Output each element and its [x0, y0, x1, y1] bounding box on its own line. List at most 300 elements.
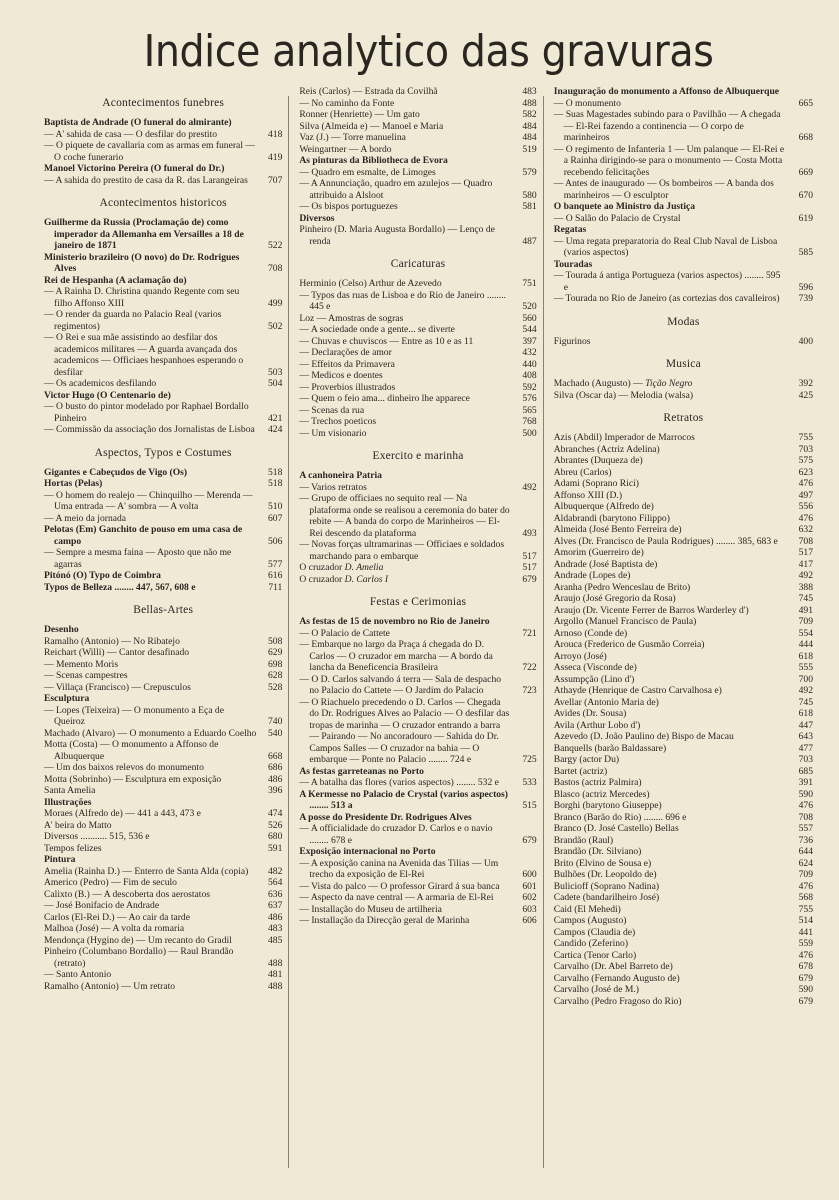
entry-text: Caid (El Mehedi)	[553, 903, 621, 915]
entry-text: Arouca (Frederico de Gusmão Correia)	[553, 639, 705, 650]
entry-text: Azevedo (D. João Paulino de) Bispo de Macau	[553, 731, 734, 742]
page-number: 488	[522, 97, 537, 109]
entry-text: Ramalho (Antonio) — No Ribatejo	[44, 635, 180, 647]
page-number: 665	[798, 97, 814, 109]
entry-text: A canhoneira Patria	[299, 470, 382, 481]
index-entry	[299, 858, 536, 881]
page-number: 709	[798, 616, 814, 627]
index-entry	[44, 378, 282, 390]
index-entry	[299, 313, 536, 325]
index-entry	[554, 869, 813, 881]
index-entry	[44, 140, 282, 163]
index-entry	[554, 674, 813, 686]
page-number: 591	[267, 842, 283, 854]
entry-text: Cartica (Tenor Carlo)	[553, 949, 637, 961]
index-entry	[554, 892, 813, 904]
index-entry	[299, 201, 536, 213]
index-entry	[299, 144, 536, 156]
page-number: 483	[522, 86, 537, 97]
index-entry	[554, 720, 813, 732]
page-number: 601	[522, 880, 537, 892]
entry-text: — José Bonifacio de Andrade	[44, 900, 160, 911]
entry-text: Bulhões (Dr. Leopoldo de)	[553, 869, 657, 880]
index-entry	[554, 213, 813, 225]
index-entry	[554, 336, 813, 348]
page-number: 745	[798, 696, 814, 708]
page-number: 522	[267, 240, 283, 251]
index-entry	[299, 892, 536, 904]
page-number: 582	[522, 109, 537, 120]
entry-text: Calixto (B.) — A descoberta dos aerostatos	[44, 888, 210, 900]
index-entry	[299, 86, 536, 98]
page-number: 579	[522, 166, 537, 178]
index-entry	[299, 370, 536, 382]
index-entry	[554, 708, 813, 720]
entry-text: Motta (Sobrinho) — Esculptura em exposição	[44, 773, 222, 785]
page-number: 486	[267, 911, 283, 923]
entry-text: Asseca (Visconde de)	[553, 662, 637, 673]
entry-text: — O monumento	[553, 97, 621, 109]
page-number: 492	[522, 481, 537, 493]
page-number: 417	[798, 558, 814, 570]
index-entry	[554, 731, 813, 743]
entry-text: — O homem do realejo — Chinquilho — Merenda — Uma entrada — A' sombra — A volta	[44, 489, 253, 512]
page-number: 556	[798, 501, 814, 512]
entry-text: Araujo (José Gregorio da Rosa)	[553, 593, 676, 604]
page-number: 577	[267, 558, 283, 570]
entry-text: Weingartner — A bordo	[299, 143, 392, 155]
entry-text: Illustrações	[44, 796, 92, 808]
index-entry	[299, 674, 536, 697]
page-number: 418	[267, 128, 283, 140]
index-entry	[44, 912, 282, 924]
page-number: 680	[267, 831, 283, 842]
entry-text: — Novas forças ultramarinas — Officiaes e soldados marchando para o embarque	[299, 539, 505, 562]
index-entry	[44, 332, 282, 378]
index-entry	[554, 961, 813, 973]
entry-text: Abreu (Carlos)	[553, 466, 612, 478]
page-number: 606	[522, 915, 537, 926]
index-entry	[554, 582, 813, 594]
page-number: 500	[522, 427, 537, 439]
section-heading: Caricaturas	[390, 258, 446, 270]
index-entry	[554, 616, 813, 628]
page-number: 488	[267, 957, 283, 969]
page-number: 504	[267, 378, 283, 389]
index-entry	[554, 570, 813, 582]
entry-text: Guilherme da Russia (Proclamação de) como imperador da Allemanha em Versailles a 18 de janeiro de 1871	[44, 217, 244, 251]
page-number: 476	[798, 800, 814, 811]
page-number: 607	[267, 512, 283, 524]
index-heading-entry	[299, 213, 536, 225]
page-number: 518	[267, 478, 283, 489]
entry-text: Vaz (J.) — Torre manuelina	[299, 132, 406, 143]
page-number: 444	[798, 639, 814, 650]
entry-text: Aranha (Pedro Wenceslau de Brito)	[553, 581, 691, 593]
entry-text: Regatas	[553, 224, 587, 235]
index-heading-entry	[44, 252, 282, 275]
index-entry	[299, 359, 536, 371]
page-number: 510	[267, 501, 283, 512]
page-number: 708	[267, 263, 283, 274]
entry-text: Alves (Dr. Francisco de Paula Rodrigues) ........ 385, 683 e	[553, 535, 778, 547]
entry-text: Amorim (Guerreiro de)	[553, 547, 644, 558]
index-entry	[554, 881, 813, 893]
entry-text: Ramalho (Antonio) — Um retrato	[44, 980, 176, 992]
index-entry	[299, 382, 536, 394]
index-entry	[554, 950, 813, 962]
entry-text: Malhoa (José) — A volta da romaria	[44, 923, 185, 934]
page-number: 487	[522, 235, 537, 247]
index-entry	[44, 647, 282, 659]
page-number: 499	[267, 297, 283, 309]
index-entry	[554, 927, 813, 939]
page-number: 555	[798, 662, 814, 673]
entry-text: — Scenas da rua	[299, 404, 365, 416]
entry-text: — O Rei e sua mãe assistindo ao desfilar dos academicos militares — A guarda avançada dos academicos — Officiaes hespanhoes esperando o desfilar	[44, 332, 244, 378]
index-entry	[44, 129, 282, 141]
page-number: 722	[522, 662, 537, 673]
entry-text: — A Rainha D. Christina quando Regente com seu filho Affonso XIII	[44, 286, 240, 309]
page-number: 544	[522, 324, 537, 335]
entry-text: — A sahida do prestito de casa da R. das Larangeiras	[44, 174, 248, 186]
page-number: 679	[798, 972, 814, 984]
index-entry	[299, 574, 536, 586]
entry-text: Pitónó (O) Typo de Coimbra	[44, 570, 161, 581]
page-number: 486	[267, 773, 283, 785]
entry-text: A Kermesse no Palacio de Crystal (varios aspectos) ........ 513 a	[299, 788, 508, 811]
page-number: 565	[522, 404, 537, 416]
entry-text: Mendonça (Hygino de) — Um recanto do Gradil	[44, 934, 232, 946]
entry-text: — Medicos e doentes	[299, 370, 383, 381]
entry-text: Esculptura	[44, 693, 90, 704]
entry-text: Typos de Belleza ........ 447, 567, 608 e	[44, 581, 196, 593]
page-number: 421	[267, 412, 283, 424]
page-number: 721	[522, 627, 537, 639]
page-number: 629	[267, 647, 283, 658]
page-number: 668	[267, 750, 283, 762]
index-entry	[554, 766, 813, 778]
page-number: 568	[798, 892, 814, 903]
entry-text: Brito (Elvino de Sousa e)	[553, 857, 652, 869]
entry-text: Inauguração do monumento a Affonso de Albuquerque	[553, 86, 780, 97]
entry-text: — O regimento de Infanteria 1 — Um palanque — El-Rei e a Rainha dirigindo-se para o monumento — Costa Motta recebendo felicitações	[553, 143, 785, 178]
section-heading: Modas	[667, 315, 700, 328]
page-number: 618	[798, 650, 814, 662]
page-number: 447	[798, 719, 814, 731]
entry-text: Candido (Zeferino)	[553, 938, 629, 949]
entry-text: Figurinos	[553, 335, 591, 347]
index-entry	[299, 428, 536, 440]
section-heading: Musica	[665, 358, 701, 370]
index-heading-entry	[299, 470, 536, 482]
page-number: 745	[798, 593, 814, 604]
index-heading-entry	[44, 467, 282, 479]
page-number: 484	[522, 132, 537, 143]
entry-text: Assumpção (Lino d')	[553, 673, 635, 685]
page-number: 592	[522, 381, 537, 393]
page-number: 514	[798, 915, 814, 926]
entry-text: — Installação do Museu de artilheria	[299, 903, 442, 915]
page-number: 700	[798, 673, 814, 685]
entry-text: — Lopes (Teixeira) — O monumento a Eça de Queiroz	[44, 704, 224, 727]
entry-text: — Santo Antonio	[44, 969, 112, 980]
page-number: 643	[798, 731, 814, 742]
entry-text: Borghi (barytono Giuseppe)	[553, 800, 662, 811]
page-number: 600	[522, 869, 537, 880]
entry-text: — Chuvas e chuviscos — Entre as 10 e as 11	[299, 335, 474, 347]
page-number: 580	[522, 189, 537, 201]
entry-text: Bulicioff (Soprano Nadina)	[553, 880, 660, 892]
index-entry	[554, 513, 813, 525]
entry-text: Aldabrandi (barytono Filippo)	[553, 512, 670, 524]
index-heading-entry	[554, 201, 813, 213]
page-number: 425	[798, 389, 814, 401]
entry-text: Silva (Almeida e) — Manoel e Maria	[299, 120, 444, 132]
index-entry	[299, 639, 536, 674]
entry-text: — A' sahida de casa — O desfilar do prestito	[44, 128, 218, 140]
index-entry	[44, 923, 282, 935]
index-entry	[554, 651, 813, 663]
index-entry	[44, 785, 282, 797]
index-column-3	[544, 86, 813, 1168]
page-number: 576	[522, 393, 537, 404]
entry-text: Pinheiro (Columbano Bordallo) — Raul Brandão (retrato)	[44, 946, 234, 969]
page-number: 518	[267, 466, 283, 478]
page-number: 392	[798, 378, 814, 389]
entry-text: Silva (Oscar da) — Melodia (walsa)	[553, 389, 694, 401]
index-entry	[299, 777, 536, 789]
entry-text: — Aspecto da nave central — A armaria de El-Rei	[299, 892, 494, 903]
index-entry	[44, 969, 282, 981]
index-heading-entry	[44, 582, 282, 594]
section-heading: Festas e Cerimonias	[369, 596, 467, 608]
page-number: 603	[522, 903, 537, 915]
index-entry	[299, 881, 536, 893]
index-entry	[554, 559, 813, 571]
entry-text: — Quadro em esmalte, de Limoges	[299, 166, 436, 178]
entry-text: — A officialidade do cruzador D. Carlos e o navio ........ 678 e	[299, 823, 493, 846]
entry-text: — Os bispos portuguezes	[299, 201, 398, 212]
page-number: 632	[798, 524, 814, 535]
page-number: 477	[798, 742, 814, 754]
page-number: 491	[798, 604, 814, 616]
page-number: 482	[267, 865, 283, 877]
page-number: 679	[522, 573, 537, 585]
entry-text: — Tourada á antiga Portugueza (varios aspectos) ........ 595 e	[553, 270, 781, 293]
entry-text: Carvalho (Fernando Augusto de)	[553, 972, 680, 984]
page-number: 400	[798, 335, 814, 347]
entry-text: Reichart (Willi) — Cantor desafinado	[44, 647, 190, 658]
entry-text: Carlos (El-Rei D.) — Ao cair da tarde	[44, 911, 190, 923]
index-entry	[44, 728, 282, 740]
entry-text: — O piquete de cavallaria com as armas em funeral — O coche funerario	[44, 140, 255, 163]
index-entry	[554, 467, 813, 479]
index-entry	[44, 309, 282, 332]
page-number: 474	[267, 808, 283, 819]
entry-text: Touradas	[553, 258, 593, 270]
entry-text: Rei de Hespanha (A aclamação do)	[44, 274, 187, 286]
index-entry	[44, 401, 282, 424]
entry-text: — O busto do pintor modelado por Raphael Bordallo Pinheiro	[44, 401, 249, 424]
entry-text: Andrade (Lopes de)	[553, 570, 631, 581]
index-entry	[554, 777, 813, 789]
page-number: 679	[522, 834, 537, 846]
index-entry	[554, 789, 813, 801]
entry-text: Arnoso (Conde de)	[553, 627, 628, 639]
index-entry	[554, 524, 813, 536]
index-entry	[554, 984, 813, 996]
entry-text: Baptista de Andrade (O funeral do almirante)	[44, 117, 232, 128]
entry-text: Desenho	[44, 624, 79, 635]
index-entry	[554, 378, 813, 390]
index-entry	[554, 478, 813, 490]
entry-text: — A batalha das flores (varios aspectos) ........ 532 e	[299, 777, 499, 788]
page-number: 391	[798, 777, 814, 788]
page-number: 526	[267, 819, 283, 831]
index-heading-entry	[299, 846, 536, 858]
entry-text: — O render da guarda no Palacio Real (varios regimentos)	[44, 309, 222, 332]
entry-text: Athayde (Henrique de Castro Carvalhosa e)	[553, 685, 722, 696]
page-number: 517	[522, 550, 537, 562]
entry-text: Moraes (Alfredo de) — 441 a 443, 473 e	[44, 808, 201, 819]
entry-text: Branco (Barão do Rio) ........ 696 e	[553, 811, 687, 823]
section-heading: Bellas-Artes	[133, 604, 194, 616]
page-number: 669	[798, 166, 814, 178]
index-entry	[44, 981, 282, 993]
entry-text: Araujo (Dr. Vicente Ferrer de Barros Warderley d')	[553, 604, 749, 616]
index-entry	[554, 628, 813, 640]
index-heading-entry	[44, 163, 282, 175]
index-entry	[299, 167, 536, 179]
section-heading: Aspectos, Typos e Costumes	[94, 446, 232, 459]
index-entry	[299, 278, 536, 290]
entry-text: — Declarações de amor	[299, 347, 392, 358]
page-number: 432	[522, 347, 537, 358]
index-heading-entry	[299, 812, 536, 824]
index-entry	[44, 877, 282, 889]
index-entry	[554, 536, 813, 548]
index-entry	[299, 347, 536, 359]
index-entry	[44, 424, 282, 436]
page-number: 670	[798, 189, 814, 201]
entry-text: Carvalho (José de M.)	[553, 984, 639, 995]
entry-text: Manoel Victorino Pereira (O funeral do Dr.)	[44, 163, 225, 174]
entry-text: Brandão (Raul)	[553, 834, 614, 846]
page-number: 623	[798, 466, 814, 478]
page-number: 419	[267, 151, 283, 163]
index-heading-entry	[299, 766, 536, 778]
entry-text: Avila (Arthur Lobo d')	[553, 719, 641, 731]
index-entry	[44, 808, 282, 820]
entry-text: Blasco (actriz Mercedes)	[553, 788, 650, 800]
page-number: 528	[267, 681, 283, 693]
page-number: 581	[522, 201, 537, 212]
page-number: 723	[522, 685, 537, 696]
page-number: 481	[267, 969, 283, 980]
entry-text: — O Palacio de Cattete	[299, 627, 390, 639]
index-entry	[554, 835, 813, 847]
index-entry	[44, 935, 282, 947]
entry-text: A' beira do Matto	[44, 819, 112, 831]
entry-text: As festas garreteanas no Porto	[299, 765, 424, 777]
page-number: 698	[267, 658, 283, 670]
index-entry	[44, 900, 282, 912]
index-entry	[554, 293, 813, 305]
index-entry	[299, 98, 536, 110]
entry-text: Bartet (actriz)	[553, 765, 608, 777]
index-entry	[554, 593, 813, 605]
page-number: 703	[798, 443, 814, 455]
index-entry	[554, 697, 813, 709]
index-entry	[299, 178, 536, 201]
page-number: 619	[798, 212, 814, 224]
index-entry	[44, 831, 282, 843]
page-number: 517	[522, 562, 537, 573]
entry-text: Pelotas (Em) Ganchito de pouso em uma casa de campo	[44, 524, 243, 547]
entry-text: Abranches (Actriz Adelina)	[553, 443, 660, 455]
entry-text: Amelia (Rainha D.) — Enterro de Santa Alda (copia)	[44, 865, 249, 877]
entry-text: — Commissão da associação dos Jornalistas de Lisboa	[44, 424, 255, 435]
entry-text: — Effeitos da Primavera	[299, 358, 395, 370]
entry-text: — A exposição canina na Avenida das Tilias — Um trecho da exposição de El-Rei	[299, 857, 499, 880]
entry-text: Bargy (actor Du)	[553, 754, 620, 765]
entry-text: Herminio (Celso) Arthur de Azevedo	[299, 278, 442, 289]
entry-text: Abrantes (Duqueza de)	[553, 455, 643, 466]
index-columns	[44, 86, 813, 1168]
page-number: 533	[522, 777, 537, 788]
index-entry	[299, 405, 536, 417]
index-entry	[299, 132, 536, 144]
entry-text: Machado (Augusto) — Tição Negro	[553, 378, 693, 389]
index-entry	[44, 682, 282, 694]
entry-text: — Quem o feio ama... dinheiro lhe apparece	[299, 393, 470, 404]
entry-text: O banquete ao Ministro da Justiça	[553, 201, 696, 212]
entry-text: — A Annunciação, quadro em azulejos — Quadro attribuido a Alsloot	[299, 178, 493, 201]
index-entry	[554, 490, 813, 502]
index-entry	[554, 915, 813, 927]
entry-text: — Um dos baixos relevos do monumento	[44, 762, 204, 773]
index-entry	[554, 455, 813, 467]
section-heading: Retratos	[663, 412, 704, 424]
page-number: 616	[267, 570, 283, 581]
index-entry	[299, 416, 536, 428]
index-entry	[44, 659, 282, 671]
entry-text: — Typos das ruas de Lisboa e do Rio de Janeiro ........ 445 e	[299, 289, 507, 312]
index-entry	[299, 562, 536, 574]
index-heading-entry	[299, 789, 536, 812]
page-number: 560	[522, 312, 537, 324]
page-number: 636	[267, 888, 283, 900]
page-number: 637	[267, 900, 283, 911]
page-number: 628	[267, 670, 283, 681]
page-number: 485	[267, 934, 283, 946]
index-entry	[299, 336, 536, 348]
page-number: 559	[798, 938, 814, 949]
entry-text: — Uma regata preparatoria do Real Club Naval de Lisboa (varios aspectos)	[553, 235, 778, 258]
entry-text: — Grupo de officiaes no sequito real — Na plataforma onde se realisou a ceremonia do bater do rebite — A banda do corpo de Marinheiros — El-Rei descendo da plataforma	[299, 493, 510, 539]
page-number: 557	[798, 823, 814, 834]
entry-text: — O D. Carlos salvando á terra — Sala de despacho no Palacio do Cattete — O Jardim do Palacio	[299, 673, 502, 696]
page-number: 755	[798, 432, 814, 443]
entry-text: — Vista do palco — O professor Girard á sua banca	[299, 880, 500, 892]
index-entry	[44, 843, 282, 855]
index-entry	[44, 889, 282, 901]
entry-text: Loz — Amostras de sogras	[299, 312, 404, 324]
index-entry	[554, 444, 813, 456]
entry-text: Bastos (actriz Palmira)	[553, 777, 642, 788]
index-entry	[44, 547, 282, 570]
